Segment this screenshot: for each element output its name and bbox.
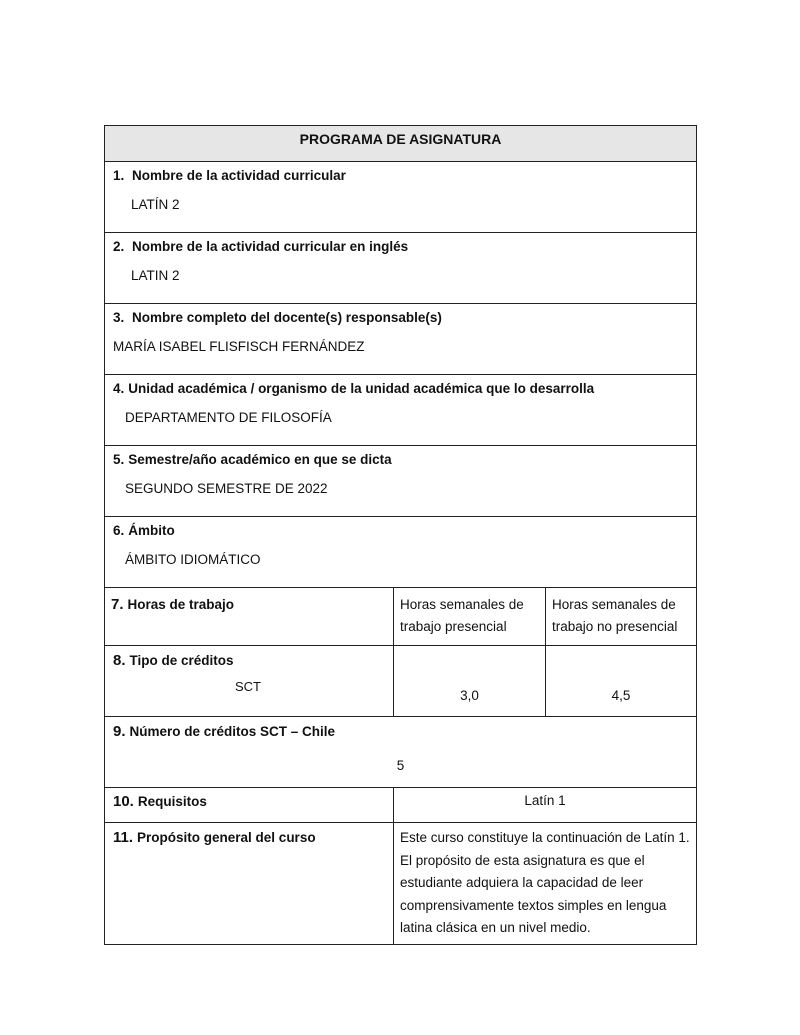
- section-label: Número de créditos SCT – Chile: [129, 724, 336, 739]
- hours-no-presencial-header: Horas semanales de trabajo no presencial: [546, 588, 697, 646]
- section-course-name-english: [105, 233, 697, 304]
- section-label: Tipo de créditos: [129, 653, 234, 668]
- section-number: 1.: [113, 168, 125, 183]
- section-semester: [105, 446, 697, 517]
- course-program-table: [104, 125, 697, 945]
- section-number: 7.: [111, 596, 124, 613]
- section-course-name: [105, 162, 697, 233]
- hours-presencial-header: Horas semanales de trabajo presencial: [394, 588, 546, 646]
- section-number: 11.: [113, 829, 134, 846]
- section-value: ÁMBITO IDIOMÁTICO: [125, 552, 261, 567]
- hours-label-cell: [105, 588, 394, 646]
- section-label: Horas de trabajo: [127, 597, 235, 612]
- section-number: 4.: [113, 381, 125, 396]
- credit-type-cell: [105, 646, 394, 717]
- requirements-value: Latín 1: [394, 788, 697, 823]
- credit-presencial-value: 3,0: [460, 688, 479, 703]
- section-value: MARÍA ISABEL FLISFISCH FERNÁNDEZ: [113, 339, 365, 354]
- section-scope: [105, 517, 697, 588]
- section-value: LATÍN 2: [131, 197, 180, 212]
- purpose-label-cell: [105, 823, 394, 945]
- section-academic-unit: [105, 375, 697, 446]
- section-number: 10.: [113, 793, 134, 810]
- section-label: Propósito general del curso: [137, 830, 316, 845]
- credit-no-presencial-cell: [546, 646, 697, 717]
- section-number: 5.: [113, 452, 125, 467]
- section-label: Semestre/año académico en que se dicta: [128, 452, 392, 467]
- section-number: 3.: [113, 310, 125, 325]
- credit-type-value: SCT: [235, 679, 261, 694]
- section-value: DEPARTAMENTO DE FILOSOFÍA: [125, 410, 332, 425]
- credit-presencial-cell: [394, 646, 546, 717]
- section-label: Requisitos: [137, 794, 207, 809]
- purpose-value: Este curso constituye la continuación de Latín 1. El propósito de esta asignatura es que el estudiante adquiera la capacidad de leer comprensivamente textos simples en lengua latina clásica en un nivel medio.: [394, 823, 697, 945]
- section-credit-count: [105, 717, 697, 788]
- section-number: 2.: [113, 239, 125, 254]
- section-number: 8.: [113, 652, 126, 669]
- section-number: 9.: [113, 723, 126, 740]
- requirements-label-cell: [105, 788, 394, 823]
- credit-count-value: 5: [396, 758, 405, 773]
- section-value: SEGUNDO SEMESTRE DE 2022: [125, 481, 328, 496]
- section-label: Ámbito: [128, 523, 175, 538]
- section-label: Nombre de la actividad curricular: [132, 168, 346, 183]
- program-header: PROGRAMA DE ASIGNATURA: [105, 126, 697, 162]
- section-label: Nombre completo del docente(s) responsable(s): [132, 310, 442, 325]
- section-number: 6.: [113, 523, 125, 538]
- section-instructor: [105, 304, 697, 375]
- section-label: Unidad académica / organismo de la unidad académica que lo desarrolla: [128, 381, 595, 396]
- credit-no-presencial-value: 4,5: [611, 688, 631, 703]
- section-value: LATIN 2: [131, 268, 180, 283]
- section-label: Nombre de la actividad curricular en inglés: [132, 239, 409, 254]
